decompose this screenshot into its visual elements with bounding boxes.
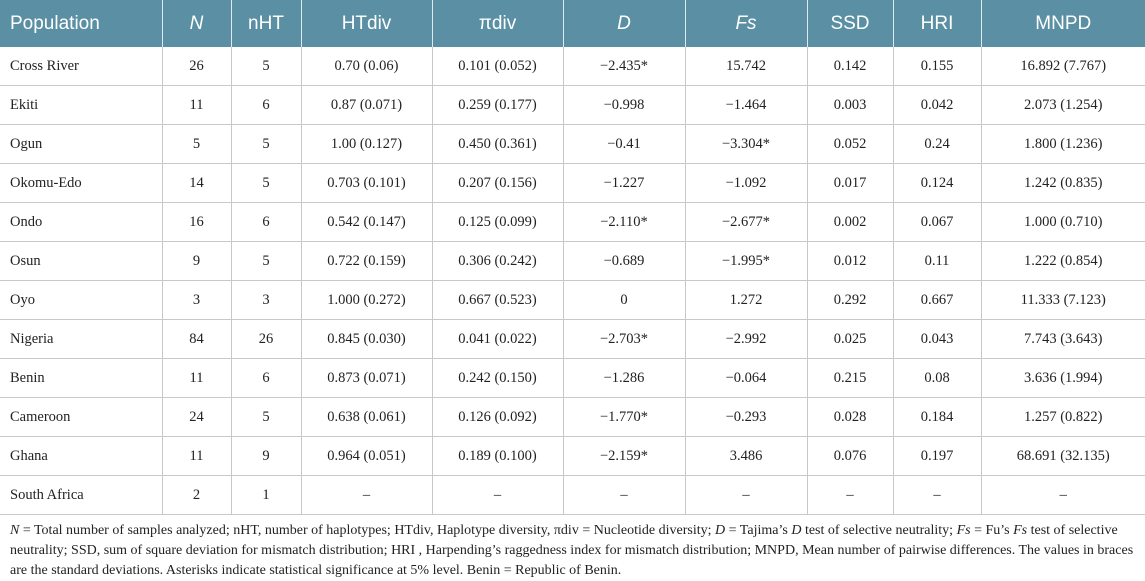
table-cell: 0.076 bbox=[807, 437, 893, 476]
table-cell: 0.70 (0.06) bbox=[301, 47, 432, 86]
table-cell: 3.486 bbox=[685, 437, 807, 476]
table-cell: 2.073 (1.254) bbox=[981, 86, 1145, 125]
header-fs: Fs bbox=[685, 0, 807, 47]
table-cell: 0.638 (0.061) bbox=[301, 398, 432, 437]
table-cell: 3 bbox=[162, 281, 231, 320]
table-row bbox=[0, 86, 1145, 125]
table-cell: 5 bbox=[162, 125, 231, 164]
table-cell: −0.064 bbox=[685, 359, 807, 398]
table-cell: −0.41 bbox=[563, 125, 685, 164]
table-cell: −1.464 bbox=[685, 86, 807, 125]
population-name-cell: Ogun bbox=[0, 125, 162, 164]
table-cell: 0.667 (0.523) bbox=[432, 281, 563, 320]
table-row bbox=[0, 476, 1145, 515]
table-cell: – bbox=[432, 476, 563, 515]
table-row bbox=[0, 398, 1145, 437]
table-cell: 0.002 bbox=[807, 203, 893, 242]
table-cell: 24 bbox=[162, 398, 231, 437]
table-cell: – bbox=[981, 476, 1145, 515]
table-cell: −2.677* bbox=[685, 203, 807, 242]
population-name-cell: Ghana bbox=[0, 437, 162, 476]
table-cell: 26 bbox=[162, 47, 231, 86]
population-name-cell: Nigeria bbox=[0, 320, 162, 359]
table-cell: – bbox=[893, 476, 981, 515]
table-row bbox=[0, 359, 1145, 398]
table-cell: 1.000 (0.710) bbox=[981, 203, 1145, 242]
population-name-cell: South Africa bbox=[0, 476, 162, 515]
population-name-cell: Cross River bbox=[0, 47, 162, 86]
table-row bbox=[0, 164, 1145, 203]
footnote-fs-symbol-2: Fs bbox=[1013, 523, 1028, 538]
table-cell: 0.197 bbox=[893, 437, 981, 476]
table-cell: 0.101 (0.052) bbox=[432, 47, 563, 86]
table-cell: 9 bbox=[162, 242, 231, 281]
table-cell: 0.142 bbox=[807, 47, 893, 86]
table-cell: 11 bbox=[162, 86, 231, 125]
table-cell: 0.964 (0.051) bbox=[301, 437, 432, 476]
table-cell: 0.873 (0.071) bbox=[301, 359, 432, 398]
table-cell: −2.159* bbox=[563, 437, 685, 476]
table-cell: 11.333 (7.123) bbox=[981, 281, 1145, 320]
population-name-cell: Osun bbox=[0, 242, 162, 281]
table-row bbox=[0, 437, 1145, 476]
header-row bbox=[0, 0, 1145, 47]
table-cell: −2.703* bbox=[563, 320, 685, 359]
table-cell: −1.227 bbox=[563, 164, 685, 203]
footnote-d-symbol: D bbox=[715, 523, 726, 538]
table-cell: −1.995* bbox=[685, 242, 807, 281]
header-n: N bbox=[162, 0, 231, 47]
table-cell: 0.052 bbox=[807, 125, 893, 164]
table-cell: 3 bbox=[231, 281, 301, 320]
table-cell: 0.028 bbox=[807, 398, 893, 437]
table-cell: 6 bbox=[231, 203, 301, 242]
header-ssd: SSD bbox=[807, 0, 893, 47]
table-cell: 0.125 (0.099) bbox=[432, 203, 563, 242]
header-pidiv: πdiv bbox=[432, 0, 563, 47]
table-row bbox=[0, 125, 1145, 164]
table-row bbox=[0, 320, 1145, 359]
table-cell: 9 bbox=[231, 437, 301, 476]
table-cell: 16.892 (7.767) bbox=[981, 47, 1145, 86]
population-name-cell: Ondo bbox=[0, 203, 162, 242]
footnote-text-2: = Tajima’s bbox=[725, 523, 792, 538]
table-cell: 0.155 bbox=[893, 47, 981, 86]
table-cell: 7.743 (3.643) bbox=[981, 320, 1145, 359]
table-cell: – bbox=[563, 476, 685, 515]
table-cell: −1.092 bbox=[685, 164, 807, 203]
footnote-text-4: = Fu’s bbox=[970, 523, 1014, 538]
table-cell: −2.992 bbox=[685, 320, 807, 359]
population-name-cell: Okomu-Edo bbox=[0, 164, 162, 203]
table-cell: 0.041 (0.022) bbox=[432, 320, 563, 359]
table-cell: 1.000 (0.272) bbox=[301, 281, 432, 320]
table-cell: 0.08 bbox=[893, 359, 981, 398]
header-hri: HRI bbox=[893, 0, 981, 47]
table-cell: 0.043 bbox=[893, 320, 981, 359]
footnote-text-1: = Total number of samples analyzed; nHT, number of haplotypes; HTdiv, Haplotype diversity, πdiv = Nucleotide diversity; bbox=[19, 523, 716, 538]
table-cell: 84 bbox=[162, 320, 231, 359]
footnote-d-symbol-2: D bbox=[791, 523, 802, 538]
table-cell: 0.042 bbox=[893, 86, 981, 125]
table-cell: 0.542 (0.147) bbox=[301, 203, 432, 242]
table-cell: 1.00 (0.127) bbox=[301, 125, 432, 164]
table-cell: – bbox=[807, 476, 893, 515]
table-cell: 1 bbox=[231, 476, 301, 515]
table-cell: 0.184 bbox=[893, 398, 981, 437]
table-cell: −0.293 bbox=[685, 398, 807, 437]
table-cell: 26 bbox=[231, 320, 301, 359]
table-cell: 5 bbox=[231, 47, 301, 86]
table-row bbox=[0, 203, 1145, 242]
table-cell: 5 bbox=[231, 242, 301, 281]
table-cell: 0.306 (0.242) bbox=[432, 242, 563, 281]
table-cell: 0 bbox=[563, 281, 685, 320]
table-cell: −1.770* bbox=[563, 398, 685, 437]
table-cell: 1.242 (0.835) bbox=[981, 164, 1145, 203]
table-body bbox=[0, 47, 1145, 515]
table-cell: 0.450 (0.361) bbox=[432, 125, 563, 164]
footnote-text-5: test of selective neutrality; SSD, sum of square deviation for mismatch distribution; HRI , Harpending’s raggedness index for mismatch distribution; MNPD, Mean number of pairwise differences. The values in braces are the standard deviations. Asterisks indicate statistical significance at 5% level. Benin = Republic of Benin. bbox=[10, 523, 1134, 578]
table-cell: – bbox=[301, 476, 432, 515]
table-cell: 68.691 (32.135) bbox=[981, 437, 1145, 476]
footnote-text-3: test of selective neutrality; bbox=[801, 523, 957, 538]
table-cell: 0.012 bbox=[807, 242, 893, 281]
population-name-cell: Cameroon bbox=[0, 398, 162, 437]
table-footnote bbox=[10, 521, 1135, 581]
population-name-cell: Ekiti bbox=[0, 86, 162, 125]
table-row bbox=[0, 47, 1145, 86]
population-name-cell: Oyo bbox=[0, 281, 162, 320]
table-cell: 5 bbox=[231, 125, 301, 164]
table-cell: 1.257 (0.822) bbox=[981, 398, 1145, 437]
table-cell: 1.272 bbox=[685, 281, 807, 320]
table-cell: −0.998 bbox=[563, 86, 685, 125]
table-cell: 3.636 (1.994) bbox=[981, 359, 1145, 398]
table-cell: 0.845 (0.030) bbox=[301, 320, 432, 359]
table-cell: −2.435* bbox=[563, 47, 685, 86]
table-cell: 0.215 bbox=[807, 359, 893, 398]
table-cell: 0.24 bbox=[893, 125, 981, 164]
table-cell: 14 bbox=[162, 164, 231, 203]
table-cell: 0.242 (0.150) bbox=[432, 359, 563, 398]
table-cell: 6 bbox=[231, 86, 301, 125]
header-nht: nHT bbox=[231, 0, 301, 47]
table-cell: 0.722 (0.159) bbox=[301, 242, 432, 281]
table-row bbox=[0, 281, 1145, 320]
table-cell: 0.667 bbox=[893, 281, 981, 320]
table-cell: 0.87 (0.071) bbox=[301, 86, 432, 125]
table-cell: −1.286 bbox=[563, 359, 685, 398]
table-cell: 0.292 bbox=[807, 281, 893, 320]
table-cell: −0.689 bbox=[563, 242, 685, 281]
table-cell: 0.259 (0.177) bbox=[432, 86, 563, 125]
header-htdiv: HTdiv bbox=[301, 0, 432, 47]
table-cell: −2.110* bbox=[563, 203, 685, 242]
table-cell: −3.304* bbox=[685, 125, 807, 164]
table-row bbox=[0, 242, 1145, 281]
table-cell: 0.025 bbox=[807, 320, 893, 359]
table-cell: 0.003 bbox=[807, 86, 893, 125]
table-cell: 5 bbox=[231, 398, 301, 437]
table-cell: 0.124 bbox=[893, 164, 981, 203]
table-cell: 1.222 (0.854) bbox=[981, 242, 1145, 281]
footnote-n-symbol: N bbox=[10, 523, 20, 538]
table-cell: – bbox=[685, 476, 807, 515]
table-cell: 0.017 bbox=[807, 164, 893, 203]
population-name-cell: Benin bbox=[0, 359, 162, 398]
table-cell: 15.742 bbox=[685, 47, 807, 86]
table-cell: 16 bbox=[162, 203, 231, 242]
header-mnpd: MNPD bbox=[981, 0, 1145, 47]
table-cell: 1.800 (1.236) bbox=[981, 125, 1145, 164]
table-cell: 0.11 bbox=[893, 242, 981, 281]
table-cell: 11 bbox=[162, 437, 231, 476]
table-cell: 0.703 (0.101) bbox=[301, 164, 432, 203]
table-cell: 0.189 (0.100) bbox=[432, 437, 563, 476]
table-cell: 11 bbox=[162, 359, 231, 398]
table-cell: 0.207 (0.156) bbox=[432, 164, 563, 203]
table-cell: 2 bbox=[162, 476, 231, 515]
table-cell: 5 bbox=[231, 164, 301, 203]
table-cell: 0.126 (0.092) bbox=[432, 398, 563, 437]
header-population: Population bbox=[0, 0, 162, 47]
table-cell: 6 bbox=[231, 359, 301, 398]
footnote-fs-symbol: Fs bbox=[956, 523, 971, 538]
table-cell: 0.067 bbox=[893, 203, 981, 242]
header-d: D bbox=[563, 0, 685, 47]
